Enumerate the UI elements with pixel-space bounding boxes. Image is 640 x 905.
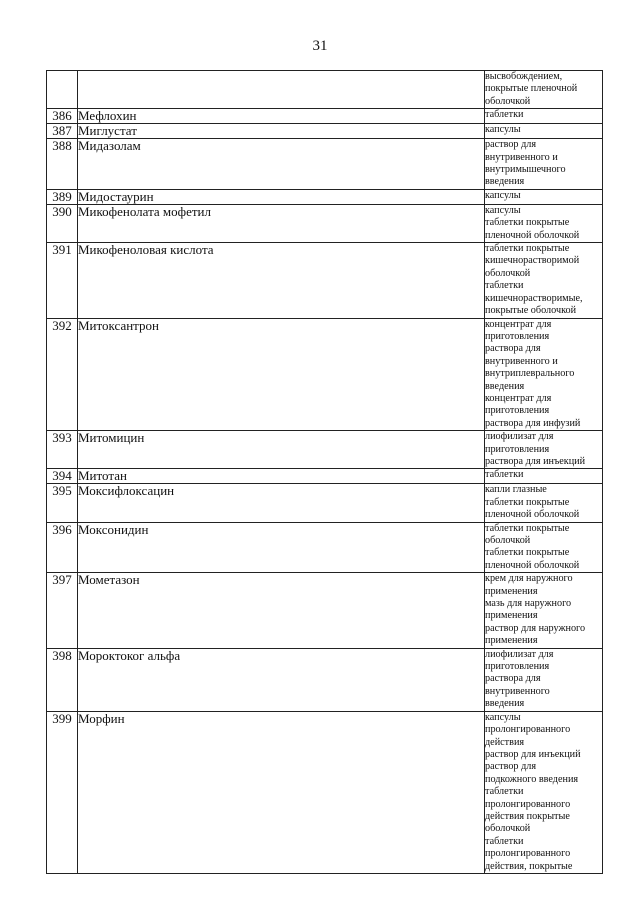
row-number: 398 xyxy=(47,648,78,711)
drug-name: Митомицин xyxy=(78,431,485,469)
dosage-form-line: внутривенного xyxy=(485,685,550,697)
dosage-form-line: пролонгированного xyxy=(485,724,571,736)
dosage-form-line: применения xyxy=(485,585,538,597)
dosage-forms xyxy=(485,648,603,711)
dosage-form-line: раствора для xyxy=(485,673,541,685)
dosage-forms xyxy=(485,124,603,139)
dosage-form-line: внутриплеврального xyxy=(485,368,575,380)
dosage-form xyxy=(485,749,602,761)
dosage-forms xyxy=(485,522,603,573)
dosage-form xyxy=(485,319,602,393)
dosage-forms xyxy=(485,484,603,522)
dosage-form-line: раствора для xyxy=(485,343,541,355)
dosage-form-line: пленочной оболочкой xyxy=(485,509,580,521)
dosage-form-line: введения xyxy=(485,176,525,188)
dosage-form-line: таблетки xyxy=(485,469,524,481)
row-number: 399 xyxy=(47,711,78,873)
dosage-form-line: раствор для xyxy=(485,139,537,151)
table-row xyxy=(47,204,603,242)
row-number: 396 xyxy=(47,522,78,573)
dosage-form-line: таблетки покрытые xyxy=(485,522,570,534)
dosage-form-line: введения xyxy=(485,380,525,392)
dosage-forms xyxy=(485,204,603,242)
row-number: 395 xyxy=(47,484,78,522)
dosage-form-line: приготовления xyxy=(485,661,550,673)
table-row xyxy=(47,469,603,484)
dosage-form-line: оболочкой xyxy=(485,95,531,107)
dosage-form-line: раствора для инфузий xyxy=(485,417,581,429)
dosage-form-line: раствора для инъекций xyxy=(485,455,586,467)
dosage-form-line: оболочкой xyxy=(485,267,531,279)
table-row xyxy=(47,243,603,318)
dosage-form-line: пленочной оболочкой xyxy=(485,229,580,241)
dosage-form-line: пролонгированного xyxy=(485,848,571,860)
dosage-form-line: раствор для наружного xyxy=(485,622,586,634)
dosage-form-line: капсулы xyxy=(485,189,521,201)
dosage-form-line: капсулы xyxy=(485,711,521,723)
dosage-form-line: таблетки xyxy=(485,280,524,292)
dosage-form xyxy=(485,598,602,623)
dosage-forms xyxy=(485,711,603,873)
dosage-form-line: концентрат для xyxy=(485,318,552,330)
dosage-form xyxy=(485,205,602,217)
row-number: 387 xyxy=(47,124,78,139)
table-row xyxy=(47,648,603,711)
drug-name: Митотан xyxy=(78,469,485,484)
dosage-form xyxy=(485,547,602,572)
table-row xyxy=(47,139,603,190)
dosage-form-line: приготовления xyxy=(485,443,550,455)
dosage-form-line: применения xyxy=(485,610,538,622)
table-row xyxy=(47,573,603,648)
drug-name: Микофеноловая кислота xyxy=(78,243,485,318)
row-number: 389 xyxy=(47,189,78,204)
row-number: 392 xyxy=(47,318,78,431)
dosage-form-line: покрытые оболочкой xyxy=(485,305,577,317)
row-number: 391 xyxy=(47,243,78,318)
dosage-form xyxy=(485,712,602,749)
dosage-form xyxy=(485,217,602,242)
table-row xyxy=(47,484,603,522)
dosage-form-line: концентрат для xyxy=(485,392,552,404)
dosage-forms xyxy=(485,71,603,109)
dosage-forms xyxy=(485,109,603,124)
table-row xyxy=(47,109,603,124)
dosage-form-line: введения xyxy=(485,698,525,710)
dosage-form-line: оболочкой xyxy=(485,535,531,546)
dosage-forms xyxy=(485,469,603,484)
dosage-forms xyxy=(485,573,603,648)
dosage-form-line: таблетки xyxy=(485,835,524,847)
drug-name: Морфин xyxy=(78,711,485,873)
dosage-form xyxy=(485,523,602,548)
dosage-form xyxy=(485,431,602,468)
drug-name: Миглустат xyxy=(78,124,485,139)
dosage-form xyxy=(485,761,602,786)
dosage-form-line: действия покрытые xyxy=(485,810,570,822)
row-number: 390 xyxy=(47,204,78,242)
dosage-form xyxy=(485,393,602,430)
dosage-form-line: капли глазные xyxy=(485,484,547,496)
dosage-form-line: капсулы xyxy=(485,124,521,136)
dosage-form-line: таблетки покрытые xyxy=(485,243,570,255)
dosage-form-line: мазь для наружного xyxy=(485,598,572,610)
dosage-form-line: внутримышечного xyxy=(485,164,566,176)
dosage-form-line: таблетки покрытые xyxy=(485,496,570,508)
dosage-form-line: применения xyxy=(485,635,538,647)
dosage-form xyxy=(485,649,602,711)
table-row xyxy=(47,318,603,431)
table-row xyxy=(47,124,603,139)
dosage-form xyxy=(485,469,602,481)
drug-name: Митоксантрон xyxy=(78,318,485,431)
dosage-form xyxy=(485,280,602,317)
drug-name xyxy=(78,71,485,109)
dosage-form xyxy=(485,573,602,598)
drug-name: Мометазон xyxy=(78,573,485,648)
dosage-form xyxy=(485,243,602,280)
dosage-form-line: раствор для xyxy=(485,761,537,773)
table-row xyxy=(47,711,603,873)
dosage-form-line: оболочкой xyxy=(485,823,531,835)
dosage-form-line: кишечнорастворимой xyxy=(485,255,580,267)
dosage-form-line: пролонгированного xyxy=(485,798,571,810)
dosage-form-line: внутривенного и xyxy=(485,151,558,163)
dosage-forms xyxy=(485,318,603,431)
row-number: 397 xyxy=(47,573,78,648)
dosage-form-line: таблетки покрытые xyxy=(485,217,570,229)
dosage-form-line: высвобождением, xyxy=(485,71,563,82)
row-number xyxy=(47,71,78,109)
drug-name: Микофенолата мофетил xyxy=(78,204,485,242)
table-row xyxy=(47,522,603,573)
dosage-form xyxy=(485,139,602,189)
dosage-forms xyxy=(485,243,603,318)
dosage-form-line: таблетки xyxy=(485,109,524,121)
dosage-form xyxy=(485,71,602,108)
dosage-form-line: подкожного введения xyxy=(485,773,579,785)
dosage-form-line: покрытые пленочной xyxy=(485,83,578,95)
dosage-form-line: таблетки покрытые xyxy=(485,547,570,559)
drug-table xyxy=(46,70,603,874)
row-number: 386 xyxy=(47,109,78,124)
dosage-form-line: действия xyxy=(485,736,525,748)
dosage-forms xyxy=(485,189,603,204)
dosage-form-line: приготовления xyxy=(485,405,550,417)
row-number: 394 xyxy=(47,469,78,484)
dosage-form xyxy=(485,623,602,648)
row-number: 388 xyxy=(47,139,78,190)
dosage-form-line: лиофилизат для xyxy=(485,648,554,660)
drug-name: Моксонидин xyxy=(78,522,485,573)
table-row xyxy=(47,431,603,469)
drug-name: Мефлохин xyxy=(78,109,485,124)
dosage-form-line: кишечнорастворимые, xyxy=(485,292,583,304)
dosage-form xyxy=(485,497,602,522)
dosage-form xyxy=(485,124,602,136)
dosage-forms xyxy=(485,431,603,469)
dosage-forms xyxy=(485,139,603,190)
dosage-form-line: пленочной оболочкой xyxy=(485,559,580,571)
dosage-form-line: капсулы xyxy=(485,204,521,216)
dosage-form xyxy=(485,190,602,202)
drug-name: Мидостаурин xyxy=(78,189,485,204)
dosage-form-line: таблетки xyxy=(485,786,524,798)
dosage-form xyxy=(485,109,602,121)
dosage-form-line: действия, покрытые xyxy=(485,860,573,872)
table-row xyxy=(47,71,603,109)
drug-name: Мидазолам xyxy=(78,139,485,190)
row-number: 393 xyxy=(47,431,78,469)
dosage-form-line: приготовления xyxy=(485,330,550,342)
dosage-form xyxy=(485,484,602,496)
dosage-form xyxy=(485,786,602,836)
drug-name: Моксифлоксацин xyxy=(78,484,485,522)
drug-table-body xyxy=(47,71,603,874)
page-number: 31 xyxy=(312,38,328,54)
dosage-form-line: крем для наружного xyxy=(485,573,573,585)
table-row xyxy=(47,189,603,204)
dosage-form-line: раствор для инъекций xyxy=(485,748,581,760)
dosage-form xyxy=(485,836,602,873)
dosage-form-line: лиофилизат для xyxy=(485,431,554,443)
dosage-form-line: внутривенного и xyxy=(485,355,558,367)
drug-name: Мороктоког альфа xyxy=(78,648,485,711)
